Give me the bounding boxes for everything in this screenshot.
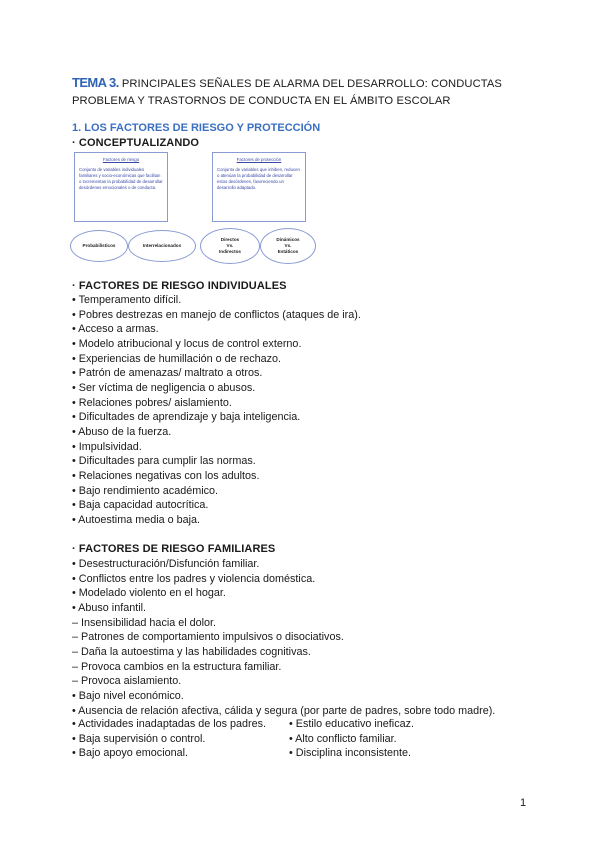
list-item: • Bajo nivel económico.: [72, 689, 184, 702]
list-item: • Baja supervisión o control.: [72, 732, 206, 745]
list-item: • Desestructuración/Disfunción familiar.: [72, 558, 260, 570]
list-item: • Patrón de amenazas/ maltrato a otros.: [72, 367, 263, 380]
list-item: • Estilo educativo ineficaz.: [289, 718, 415, 730]
concept-diagram: [70, 152, 316, 264]
protection-factors-box: [212, 152, 306, 222]
subheading-conceptualizando: · CONCEPTUALIZANDO: [72, 137, 200, 149]
list-item: • Acceso a armas.: [72, 323, 159, 336]
list-item: • Bajo apoyo emocional.: [72, 747, 189, 760]
list-item: • Dificultades de aprendizaje y baja inteligencia.: [72, 411, 301, 424]
list-item: • Alto conflicto familiar.: [289, 732, 397, 745]
list-item: • Impulsividad.: [72, 440, 142, 453]
list-item: – Patrones de comportamiento impulsivos o disociativos.: [72, 631, 344, 644]
list-item: • Experiencias de humillación o de rechazo.: [72, 352, 282, 365]
individual-factors-list: [72, 293, 361, 528]
list-item: • Abuso infantil.: [72, 601, 147, 614]
risk-factors-title: Factores de riesgo: [102, 157, 140, 162]
list-item: • Ser víctima de negligencia o abusos.: [72, 381, 256, 394]
list-item: • Modelado violento en el hogar.: [72, 587, 226, 600]
list-item: • Modelo atribucional y locus de control externo.: [72, 337, 302, 350]
column-right: [289, 717, 414, 761]
list-item: • Autoestima media o baja.: [72, 513, 201, 526]
list-item: • Conflictos entre los padres y violencia doméstica.: [72, 572, 316, 585]
family-factors-list: [72, 557, 495, 718]
oval-probabilisticos: Probabilísticos: [70, 230, 128, 262]
oval-directos: Directos Vs. Indirectos: [200, 228, 260, 264]
oval-interrelacionados: Interrelacionados: [128, 230, 196, 262]
subheading-familiares: · FACTORES DE RIESGO FAMILIARES: [72, 543, 276, 555]
list-item: • Dificultades para cumplir las normas.: [72, 455, 256, 468]
risk-factors-text: Conjunto de variables individuales familiares y socio-económicas que facilitan o incrementan la probabilidad de desarrollar desórdenes emocionales o de conducta.: [79, 167, 163, 190]
list-item: – Provoca aislamiento.: [72, 675, 182, 688]
protection-factors-title: Factores de protección: [236, 157, 282, 162]
oval-dinamicos: Dinámicos Vs. Estáticos: [260, 228, 316, 264]
list-item: • Ausencia de relación afectiva, cálida y segura (por parte de padres, sobre todo madre).: [72, 704, 496, 717]
list-item: – Daña la autoestima y las habilidades cognitivas.: [72, 645, 311, 658]
list-item: – Provoca cambios en la estructura familiar.: [72, 660, 282, 673]
subheading-individuales: · FACTORES DE RIESGO INDIVIDUALES: [72, 280, 287, 292]
column-left: [72, 717, 266, 761]
list-item: • Abuso de la fuerza.: [72, 425, 172, 438]
list-item: • Pobres destrezas en manejo de conflictos (ataques de ira).: [72, 308, 361, 321]
page-number: 1: [520, 797, 527, 809]
risk-factors-box: [74, 152, 168, 222]
list-item: • Baja capacidad autocrítica.: [72, 499, 209, 512]
protection-factors-text: Conjunto de variables que inhiben, reducen o atenúan la probabilidad de desarrollar estos desórdenes, favoreciendo un desarrollo adaptado.: [217, 167, 300, 190]
list-item: • Disciplina inconsistente.: [289, 747, 412, 760]
list-item: • Actividades inadaptadas de los padres.: [72, 718, 267, 730]
list-item: – Insensibilidad hacia el dolor.: [72, 616, 217, 629]
tema-label: TEMA 3.: [72, 75, 119, 90]
document-title: [72, 74, 542, 110]
diagram-ovals: [70, 228, 316, 264]
list-item: • Relaciones negativas con los adultos.: [72, 469, 260, 482]
list-item: • Relaciones pobres/ aislamiento.: [72, 396, 232, 409]
list-item: • Bajo rendimiento académico.: [72, 484, 219, 497]
title-text: PRINCIPALES SEÑALES DE ALARMA DEL DESARROLLO: CONDUCTAS PROBLEMA Y TRASTORNOS DE CONDUCTA EN EL ÁMBITO ESCOLAR: [72, 78, 502, 107]
section-heading: 1. LOS FACTORES DE RIESGO Y PROTECCIÓN: [72, 122, 321, 134]
list-item: • Temperamento difícil.: [72, 294, 182, 306]
